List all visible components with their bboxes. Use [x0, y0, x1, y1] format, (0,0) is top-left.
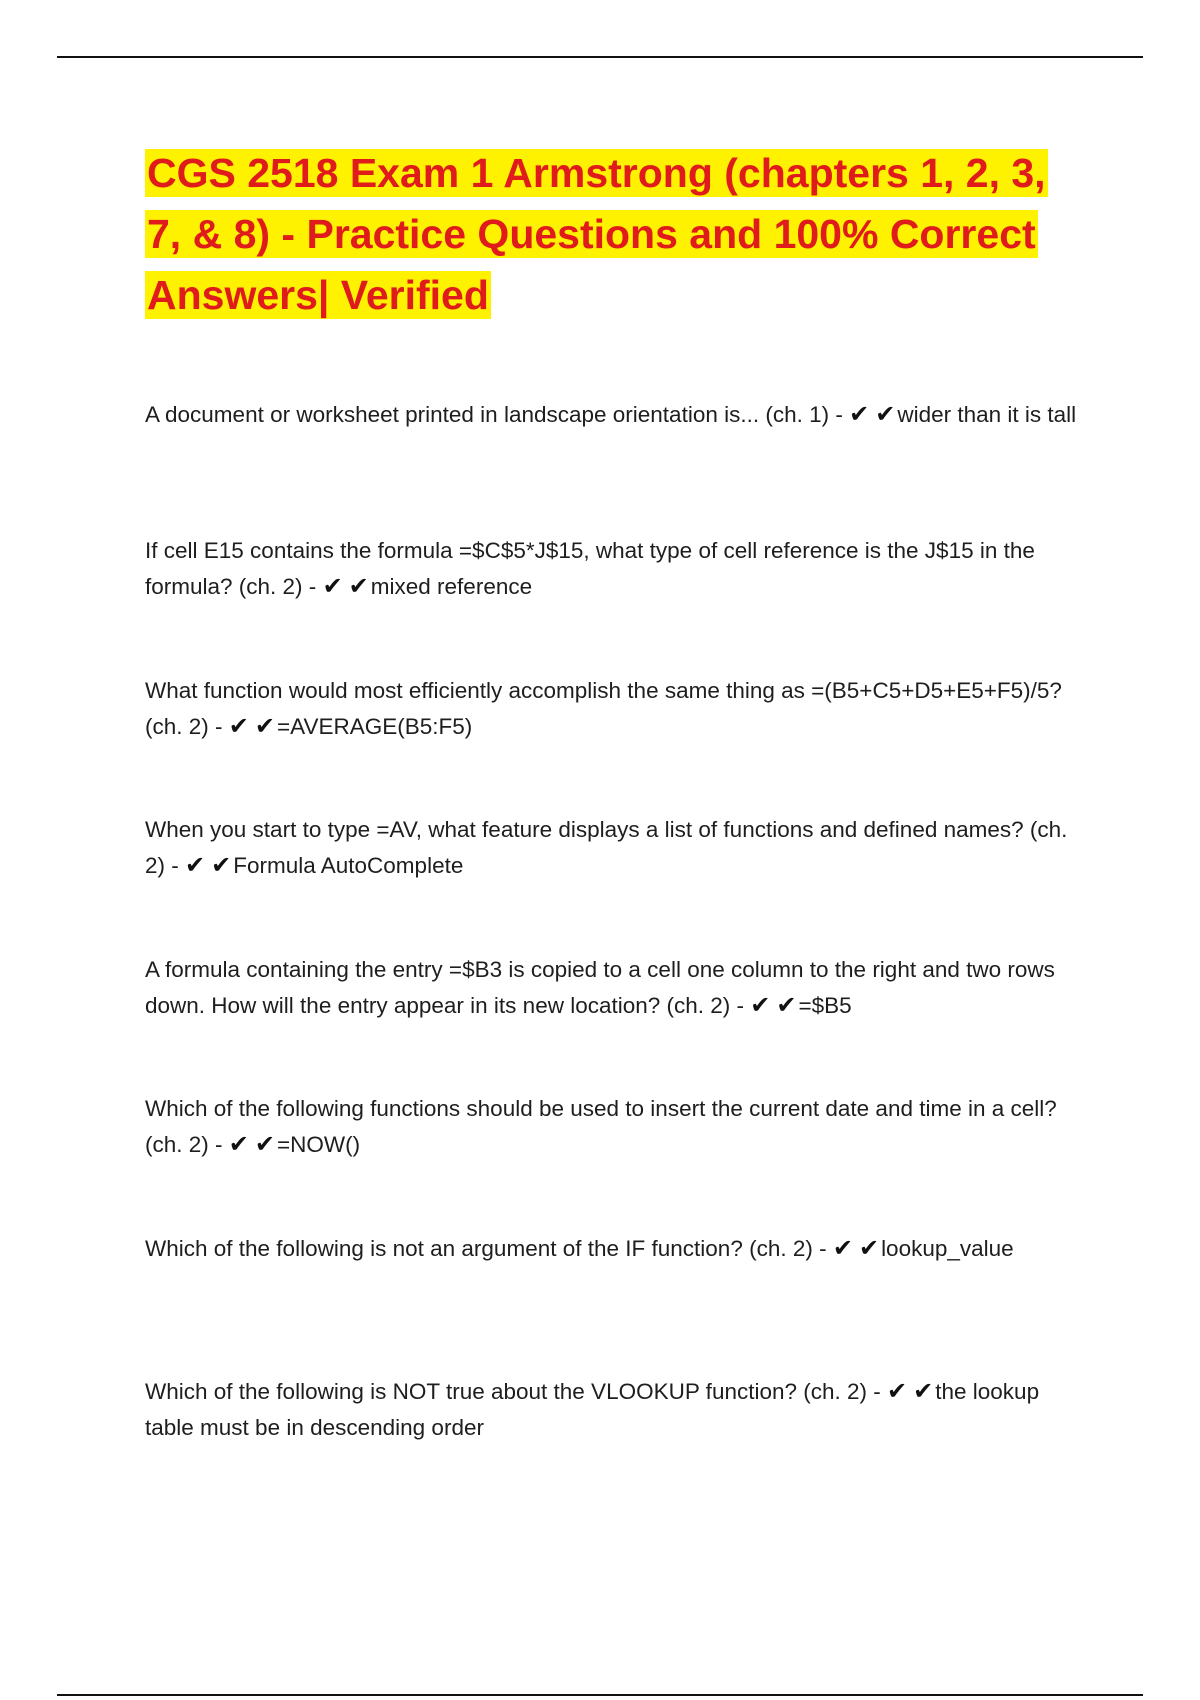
question-text: Which of the following is NOT true about the VLOOKUP function? (ch. 2) -: [145, 1379, 888, 1404]
check-mark-icon: ✔: [254, 1130, 275, 1158]
qa-item-1: [145, 397, 1085, 433]
check-mark-icon: ✔: [887, 1377, 908, 1405]
check-mark-icon: ✔: [875, 400, 896, 428]
question-text: If cell E15 contains the formula =$C$5*J$15, what type of cell reference is the J$15 in the formula? (ch. 2) -: [145, 538, 1035, 599]
answer-text: =AVERAGE(B5:F5): [276, 714, 473, 739]
answer-text: lookup_value: [881, 1236, 1014, 1261]
qa-item-4: [145, 812, 1085, 884]
question-text: Which of the following is not an argument of the IF function? (ch. 2) -: [145, 1236, 833, 1261]
qa-item-8: [145, 1374, 1085, 1446]
check-mark-icon: ✔: [211, 851, 232, 879]
check-mark-icon: ✔: [254, 712, 275, 740]
qa-item-5: [145, 952, 1085, 1024]
answer-text: =$B5: [798, 993, 852, 1018]
answer-text: mixed reference: [370, 574, 533, 599]
check-mark-icon: ✔: [913, 1377, 934, 1405]
qa-item-2: [145, 533, 1085, 605]
check-mark-icon: ✔: [322, 572, 343, 600]
check-mark-icon: ✔: [228, 1130, 249, 1158]
qa-item-3: [145, 673, 1085, 745]
qa-item-7: [145, 1231, 1085, 1267]
check-mark-icon: ✔: [750, 991, 771, 1019]
check-mark-icon: ✔: [185, 851, 206, 879]
qa-item-6: [145, 1091, 1085, 1163]
check-mark-icon: ✔: [776, 991, 797, 1019]
check-mark-icon: ✔: [849, 400, 870, 428]
check-mark-icon: ✔: [832, 1234, 853, 1262]
question-text: When you start to type =AV, what feature displays a list of functions and defined names? (ch. 2) -: [145, 817, 1068, 878]
question-text: A formula containing the entry =$B3 is copied to a cell one column to the right and two rows down. How will the entry appear in its new location? (ch. 2) -: [145, 957, 1055, 1018]
answer-text: the lookup table must be in descending order: [145, 1379, 1040, 1440]
check-mark-icon: ✔: [858, 1234, 880, 1262]
question-text: What function would most efficiently accomplish the same thing as =(B5+C5+D5+E5+F5)/5? (ch. 2) -: [145, 678, 1062, 739]
document-title: [145, 143, 1085, 326]
footer-rule: [57, 1694, 1143, 1696]
question-text: Which of the following functions should be used to insert the current date and time in a cell? (ch. 2) -: [145, 1096, 1057, 1157]
header-rule: [57, 56, 1143, 58]
question-text: A document or worksheet printed in landscape orientation is... (ch. 1) -: [145, 402, 850, 427]
answer-text: wider than it is tall: [897, 402, 1077, 427]
answer-text: Formula AutoComplete: [233, 853, 464, 878]
answer-text: =NOW(): [276, 1132, 361, 1157]
check-mark-icon: ✔: [228, 712, 249, 740]
check-mark-icon: ✔: [348, 572, 369, 600]
title-highlight: CGS 2518 Exam 1 Armstrong (chapters 1, 2, 3, 7, & 8) - Practice Questions and 100% Correct Answers| Verified: [147, 150, 1046, 318]
